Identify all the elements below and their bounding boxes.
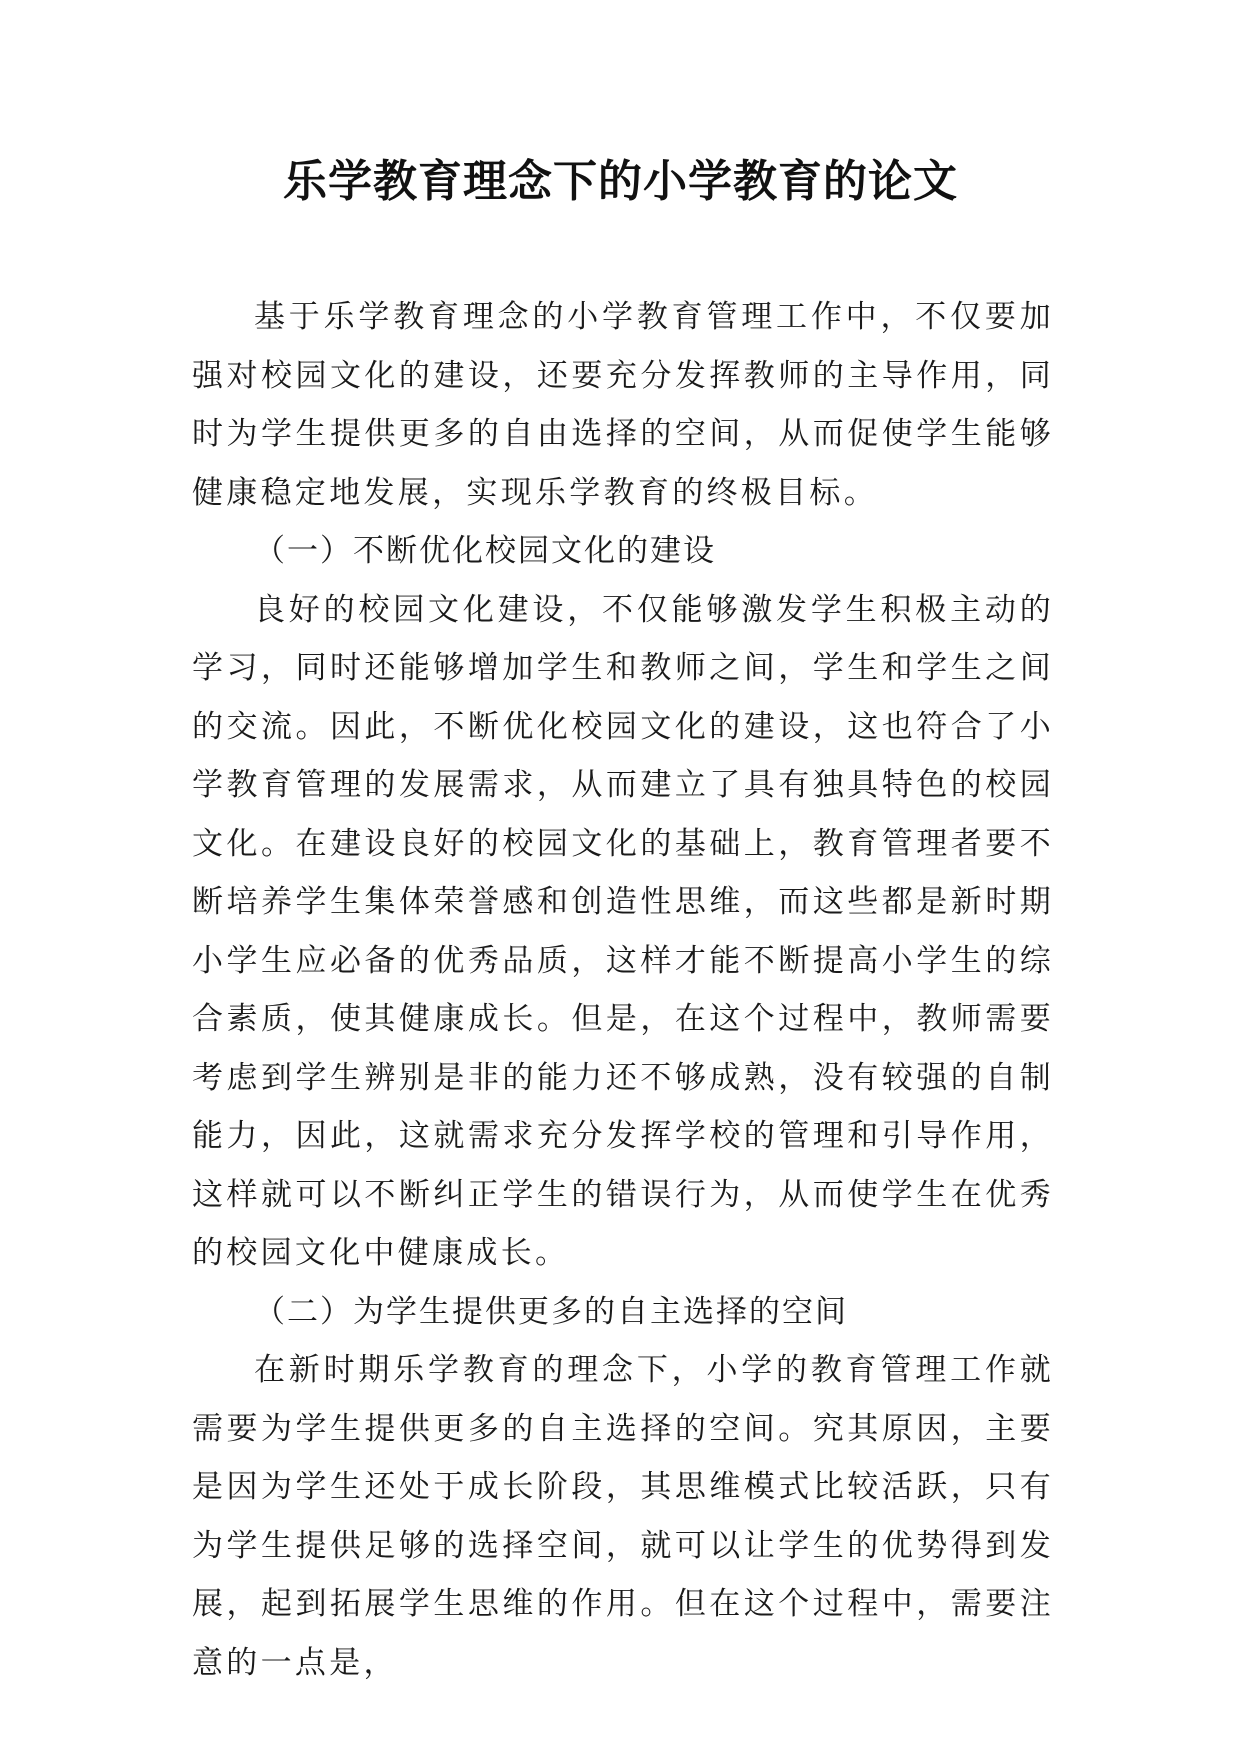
paragraph-campus-culture: 良好的校园文化建设，不仅能够激发学生积极主动的学习，同时还能够增加学生和教师之间，学生和学生之间的交流。因此，不断优化校园文化的建设，这也符合了小学教育管理的发展需求，从而建立了具有独具特色的校园文化。在建设良好的校园文化的基础上，教育管理者要不断培养学生集体荣誉感和创造性思维，而这些都是新时期小学生应必备的优秀品质，这样才能不断提高小学生的综合素质，使其健康成长。但是，在这个过程中，教师需要考虑到学生辨别是非的能力还不够成熟，没有较强的自制能力，因此，这就需求充分发挥学校的管理和引导作用，这样就可以不断纠正学生的错误行为，从而使学生在优秀的校园文化中健康成长。 [192, 591, 1054, 1271]
document-body [192, 288, 1054, 1692]
paragraph-choice-space: 在新时期乐学教育的理念下，小学的教育管理工作就需要为学生提供更多的自主选择的空间。究其原因，主要是因为学生还处于成长阶段，其思维模式比较活跃，只有为学生提供足够的选择空间，就可以让学生的优势得到发展，起到拓展学生思维的作用。但在这个过程中，需要注意的一点是， [192, 1352, 1054, 1681]
section-heading-1: （一）不断优化校园文化的建设 [254, 533, 716, 569]
section-heading-2: （二）为学生提供更多的自主选择的空间 [254, 1293, 848, 1330]
document-title: 乐学教育理念下的小学教育的论文 [283, 156, 958, 207]
paragraph-intro: 基于乐学教育理念的小学教育管理工作中，不仅要加强对校园文化的建设，还要充分发挥教师的主导作用，同时为学生提供更多的自由选择的空间，从而促使学生能够健康稳定地发展，实现乐学教育的终极目标。 [192, 299, 1054, 511]
